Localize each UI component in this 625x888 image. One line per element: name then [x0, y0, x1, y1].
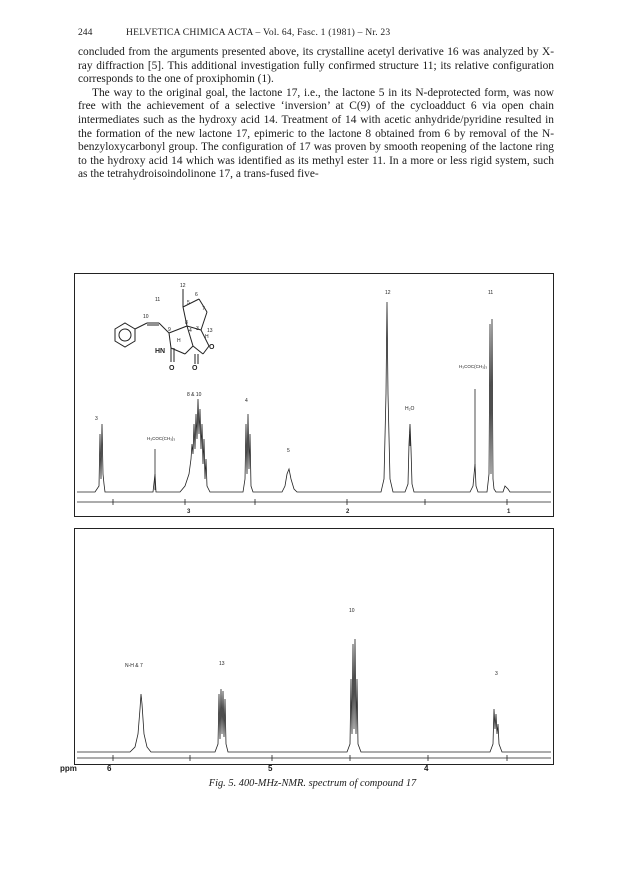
tick-label-3: 3 [187, 509, 191, 515]
peak-label-8-10: 8 & 10 [187, 392, 202, 398]
o-label-2: O [192, 365, 198, 372]
peak-label-12: 12 [385, 290, 391, 296]
peak-label-13: 13 [219, 661, 225, 667]
peak-label-10: 10 [349, 608, 355, 614]
nmr-spectrum-2 [74, 528, 554, 765]
h-label: H [177, 338, 181, 344]
c10-label: 10 [143, 314, 149, 320]
c8-label: 8 [185, 320, 188, 326]
c11-label: 11 [155, 297, 161, 303]
spectrum-2-peak-labels [125, 608, 498, 677]
c4-label: 4 [189, 328, 192, 334]
tick-label-2: 2 [346, 509, 350, 515]
tick-label-4: 4 [424, 764, 429, 773]
peak-label-11: 11 [488, 290, 494, 296]
paragraph-2: The way to the original goal, the lactone 17, i.e., the lactone 5 in its N-deprotected form, was now free with the achievement of a selective ‘inversion’ at C(9) of the cycloadduct 6 via open chain intermediates such as the hydroxy acid 14. Treatment of 14 with acetic anhydride/pyridine resulted in the formation of the new lactone 17, epimeric to the lactone 8 obtained from 6 by removal of the N-benzyloxycarbonyl group. The configuration of 17 was proven by smooth reopening of the lactone ring to the hydroxy acid 14 which was identified as its methyl ester 11. In a more or less rigid system, such as the tetrahydroisoindolinone 17, a trans-fused five- [78, 86, 554, 181]
spectrum-2-tick-labels [74, 764, 552, 774]
paragraph-1: concluded from the arguments presented above, its crystalline acetyl derivative 16 was analyzed by X-ray diffraction [5]. This additional investigation fully confirmed structure 11; its relative configuration corresponds to the one of proxiphomin (1). [78, 46, 554, 86]
c13-label: 13 [207, 328, 213, 334]
nmr-spectrum-1 [74, 273, 554, 517]
c7-label: 7 [202, 306, 205, 312]
c3-label: 3 [196, 326, 199, 332]
nh-label: HN [155, 348, 166, 355]
spectrum-1-tick-labels [187, 509, 511, 515]
aromatic-circle [119, 329, 131, 341]
c9-label: 9 [168, 327, 171, 333]
spectrum-1-trace [77, 302, 551, 492]
c5-label: 5 [187, 300, 190, 306]
tick-label-5: 5 [268, 764, 273, 773]
peak-label-3: 3 [95, 416, 98, 422]
peak-label-5: 5 [287, 448, 290, 454]
running-title: HELVETICA CHIMICA ACTA – Vol. 64, Fasc. 1 (1981) – Nr. 23 [126, 27, 391, 38]
spectrum-1-peak-labels [95, 290, 493, 454]
o-label-1: O [169, 365, 175, 372]
peak-label-4: 4 [245, 398, 248, 404]
tick-label-1: 1 [507, 509, 511, 515]
ppm-label: ppm [60, 764, 77, 773]
tick-label-6: 6 [107, 764, 112, 773]
peak-label-tbu-1: H₃COC(CH₃)₃ [147, 436, 176, 441]
nmr-spectrum-2-plot [75, 529, 553, 764]
page-number: 244 [78, 27, 93, 38]
c6-label: 6 [195, 292, 198, 298]
structure-labels [143, 283, 215, 372]
body-text [78, 46, 554, 182]
benzene-ring [115, 323, 135, 347]
peak-label-nh-7: N-H & 7 [125, 663, 143, 669]
reference-markers [155, 389, 475, 490]
peak-label-h2o: H₂O [405, 406, 415, 412]
peak-label-tbu-2: H₃COC(CH₃)₃ [459, 364, 488, 369]
nmr-spectrum-1-plot [75, 274, 553, 516]
peak-label-3-bottom: 3 [495, 671, 498, 677]
c12-label: 12 [180, 283, 186, 289]
h-label-2: H [205, 334, 209, 340]
spectrum-2-trace [77, 639, 551, 752]
figure-caption: Fig. 5. 400-MHz-NMR. spectrum of compound 17 [208, 778, 417, 789]
o-label-3: O [209, 344, 215, 351]
